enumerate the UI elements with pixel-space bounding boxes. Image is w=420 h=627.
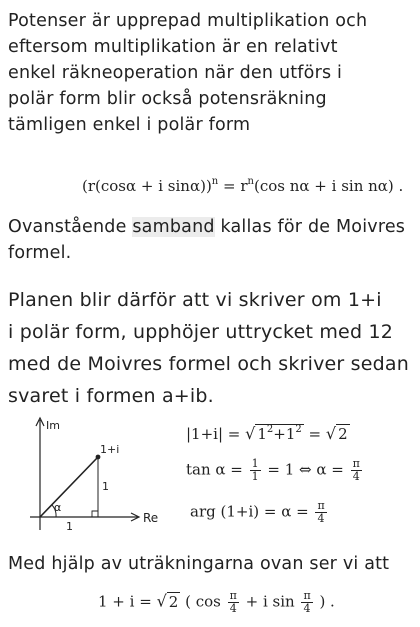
frac-num: π [352,457,360,470]
sqrt-symbol: √ [156,591,167,611]
frac-den: 4 [303,602,311,615]
radicand-term: 1 [257,425,267,443]
result-cos: ( cos [180,592,226,611]
intro-line: Potenser är upprepad multiplikation och [8,11,368,31]
im-label: Im [46,419,60,432]
sqrt-symbol: √ [245,424,256,443]
intro-line: polär form blir också potensräkning [8,89,327,109]
plan-line: Planen blir därför att vi skriver om 1+i [8,289,382,311]
frac-den: 4 [352,470,360,483]
angle-label: α [54,501,62,514]
tan-calc [186,458,364,483]
conclusion-line: Med hjälp av uträkningarna ovan ser vi att [8,554,390,574]
abs-calc [186,424,350,443]
pi-over-4 [315,500,326,525]
re-label: Re [143,511,159,525]
point-label: 1+i [100,443,120,456]
radicand-exp: 2 [266,424,274,435]
abs-lhs: |1+i| = [186,425,246,443]
frac-den: 1 [251,470,259,483]
moivre-paragraph [8,214,414,266]
pi-over-4 [301,590,312,615]
result-end: ) . [314,592,335,611]
moivre-line [8,214,414,240]
radicand-term: +1 [273,425,296,443]
formula-exponent: n [247,176,254,187]
de-moivre-formula [82,176,403,195]
samband-highlight: samband [132,217,215,237]
plan-line: svaret i formen a+ib. [8,385,214,407]
tan-lhs: tan α = [186,460,248,479]
formula-rhs: (cos nα + i sin nα) . [253,177,404,195]
frac-num: 1 [251,457,259,470]
intro-paragraph [8,8,414,138]
frac-num: π [317,499,325,512]
result-lhs: 1 + i = [98,592,157,611]
sqrt-symbol: √ [325,424,337,443]
arg-calc [190,500,329,525]
frac-den: 4 [317,512,325,525]
tan-eq: = 1 ⇔ α = [262,460,349,479]
result-formula [98,590,335,615]
conclusion-paragraph [8,551,414,577]
radicand-exp: 2 [295,424,302,435]
pi-over-4 [351,458,362,483]
height-label: 1 [102,480,109,493]
moivre-prefix: Ovanstående [8,217,133,237]
intro-line: tämligen enkel i polär form [8,115,251,135]
complex-plane-diagram [10,415,190,535]
result-mid: + i sin [240,592,300,611]
vector-line [40,457,98,517]
result-radicand: 2 [168,592,179,611]
abs-result: 2 [338,425,348,443]
frac-den: 4 [229,602,237,615]
formula-exponent: n [211,176,219,187]
moivre-line: formel. [8,243,72,263]
right-angle-mark [92,511,98,517]
base-label: 1 [66,520,73,533]
moivre-suffix: kallas för de Moivres [214,217,406,237]
formula-eq: = r [218,177,248,195]
intro-line: enkel räkneoperation när den utförs i [8,63,343,83]
intro-line: eftersom multiplikation är en relativt [8,37,338,57]
abs-eq: = [303,425,326,443]
plan-paragraph [8,284,414,412]
pi-over-4 [228,590,239,615]
frac-num: π [303,589,311,602]
frac-num: π [229,589,237,602]
formula-lhs: (r(cosα + i sinα)) [82,177,212,195]
abs-radicand [255,424,303,443]
plan-line: med de Moivres formel och skriver sedan [8,353,410,375]
arg-lhs: arg (1+i) = α = [190,502,314,521]
tan-fraction [250,458,261,483]
plan-line: i polär form, upphöjer uttrycket med 12 [8,321,394,343]
